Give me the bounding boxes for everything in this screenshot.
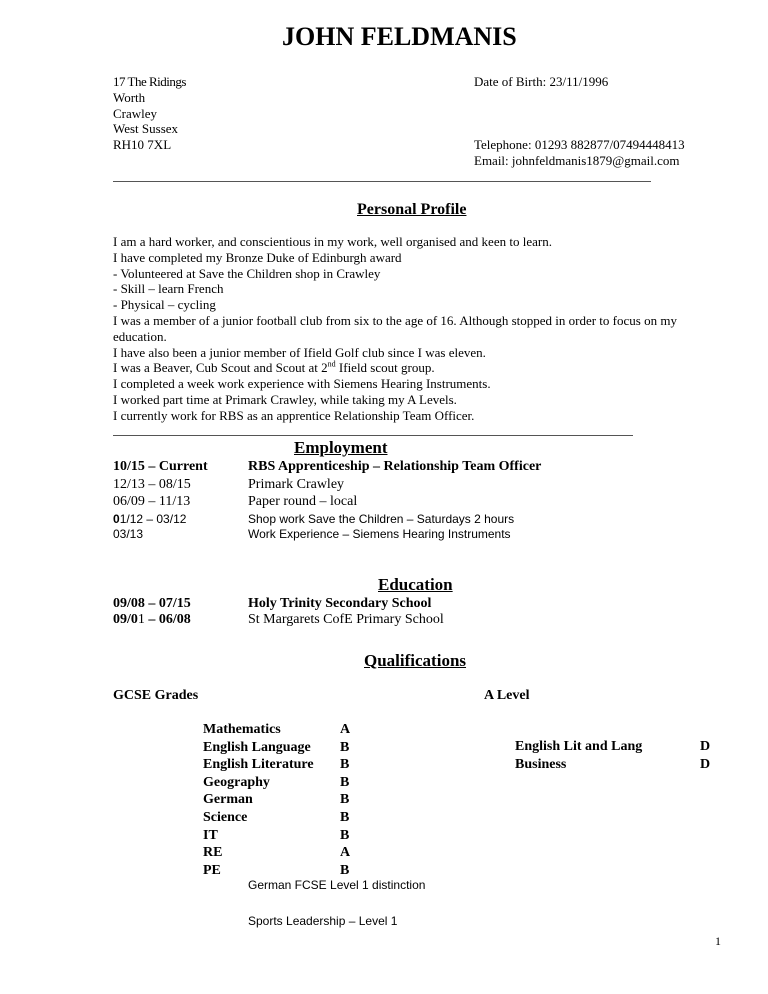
profile-line: I completed a week work experience with Siemens Hearing Instruments. [113, 376, 491, 392]
employment-role: Shop work Save the Children – Saturdays 2 hours [248, 512, 515, 526]
address-line: 17 The Ridings [113, 74, 186, 89]
date-of-birth: Date of Birth: 23/11/1996 [474, 74, 609, 89]
alevel-label: A Level [484, 688, 530, 703]
alevel-grade: D [700, 757, 711, 772]
gcse-label: GCSE Grades [113, 688, 199, 703]
gcse-subject: German [203, 792, 253, 808]
gcse-subject: Science [203, 809, 248, 825]
profile-text [113, 234, 677, 424]
gcse-grade: B [340, 827, 350, 843]
alevel-subject: English Lit and Lang [515, 739, 643, 754]
address-block [113, 74, 186, 153]
gcse-subjects [203, 722, 314, 880]
profile-line: I was a member of a junior football club from six to the age of 16. Although stopped in order to focus on my [113, 312, 677, 328]
gcse-grade: B [340, 862, 350, 878]
profile-line: education. [113, 328, 167, 344]
alevel-grade: D [700, 739, 711, 754]
date-part: – 06/08 [144, 612, 191, 627]
address-line: West Sussex [113, 121, 179, 137]
date-part: 09/0 [113, 612, 138, 627]
profile-line: - Physical – cycling [113, 297, 216, 313]
gcse-grade: B [340, 774, 350, 790]
alevel-subject: Business [515, 757, 567, 772]
profile-heading: Personal Profile [357, 201, 467, 218]
date-part: 1 [137, 612, 145, 627]
other-qualification: Sports Leadership – Level 1 [248, 914, 398, 928]
gcse-grade: A [340, 845, 351, 861]
scout-text-post: Ifield scout group. [335, 360, 435, 376]
gcse-grade: B [340, 792, 350, 808]
education-date: 09/08 – 07/15 [113, 596, 191, 611]
gcse-subject: English Literature [203, 757, 314, 773]
scout-text-pre: I was a Beaver, Cub Scout and Scout at 2 [113, 360, 328, 376]
profile-line: I worked part time at Primark Crawley, while taking my A Levels. [113, 391, 457, 407]
employment-role: Work Experience – Siemens Hearing Instruments [248, 527, 511, 541]
address-line: Worth [113, 89, 146, 105]
employment-date: 10/15 – Current [113, 459, 208, 474]
education-school: St Margarets CofE Primary School [248, 612, 444, 627]
profile-line: I am a hard worker, and conscientious in my work, well organised and keen to learn. [113, 234, 552, 249]
scout-superscript: nd [327, 360, 336, 370]
employment-role: Paper round – local [248, 494, 358, 509]
address-line: RH10 7XL [113, 137, 172, 153]
gcse-grade: A [340, 722, 351, 737]
telephone: Telephone: 01293 882877/07494448413 [474, 137, 685, 152]
gcse-subject: Geography [203, 774, 270, 790]
gcse-subject: RE [203, 845, 223, 861]
divider [113, 181, 651, 182]
address-line: Crawley [113, 105, 158, 121]
profile-line-scout [113, 360, 677, 376]
gcse-subject: English Language [203, 739, 311, 755]
employment-date: 12/13 – 08/15 [113, 477, 191, 492]
date-prefix: 0 [113, 512, 120, 526]
education-date [113, 612, 191, 628]
page-number: 1 [715, 934, 721, 948]
education-school: Holy Trinity Secondary School [248, 596, 432, 611]
gcse-subject: PE [203, 862, 221, 878]
gcse-grades [340, 722, 350, 880]
profile-line: - Volunteered at Save the Children shop in Crawley [113, 265, 381, 281]
employment-role: RBS Apprenticeship – Relationship Team Officer [248, 459, 542, 474]
employment-date [113, 512, 186, 526]
profile-line: I have completed my Bronze Duke of Edinburgh award [113, 249, 402, 265]
candidate-name: JOHN FELDMANIS [282, 22, 517, 51]
education-heading: Education [378, 575, 453, 594]
divider [113, 435, 633, 436]
gcse-grade: B [340, 739, 350, 755]
employment-heading: Employment [294, 438, 388, 457]
gcse-grade: B [340, 809, 350, 825]
profile-line: I have also been a junior member of Ifield Golf club since I was eleven. [113, 344, 486, 360]
date-rest: 1/12 – 03/12 [119, 512, 187, 526]
employment-date: 06/09 – 11/13 [113, 494, 191, 509]
profile-line: I currently work for RBS as an apprentice Relationship Team Officer. [113, 407, 475, 423]
email: Email: johnfeldmanis1879@gmail.com [474, 153, 680, 168]
gcse-subject: IT [203, 827, 218, 843]
profile-line: - Skill – learn French [113, 281, 224, 297]
gcse-grade: B [340, 757, 350, 773]
other-qualification: German FCSE Level 1 distinction [248, 878, 426, 892]
qualifications-heading: Qualifications [364, 651, 467, 670]
employment-date: 03/13 [113, 527, 144, 541]
gcse-subject: Mathematics [203, 722, 281, 737]
employment-role: Primark Crawley [248, 477, 345, 492]
